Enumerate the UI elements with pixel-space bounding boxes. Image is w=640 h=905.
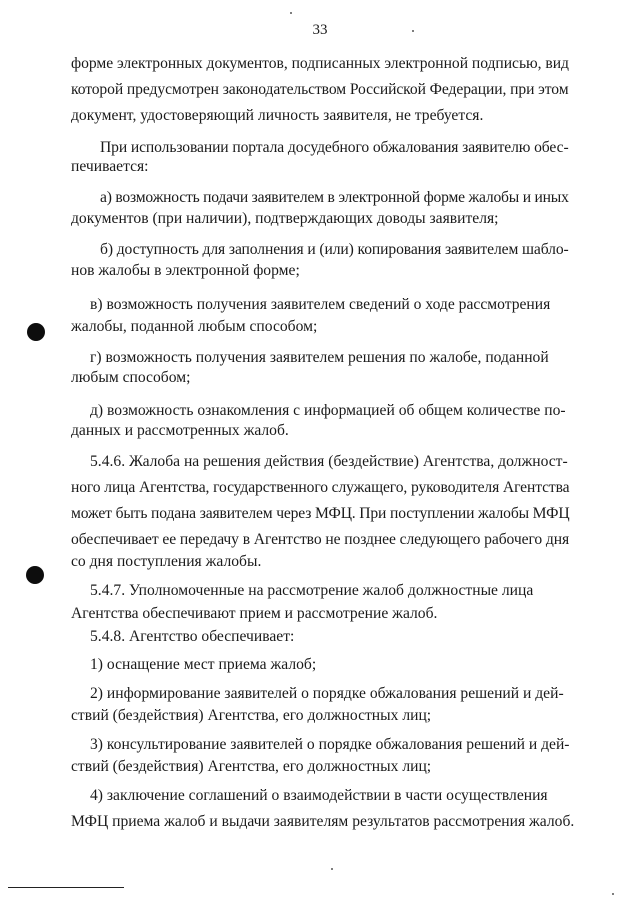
text-line: 5.4.7. Уполномоченные на рассмотрение жалоб должностные лица xyxy=(90,582,534,599)
text-line: МФЦ приема жалоб и выдачи заявителям результатов рассмотрения жалоб. xyxy=(71,813,575,830)
text-line: документ, удостоверяющий личность заявителя, не требуется. xyxy=(71,107,484,124)
text-line: может быть подана заявителем через МФЦ. При поступлении жалобы МФЦ xyxy=(71,505,570,522)
text-line: 1) оснащение мест приема жалоб; xyxy=(90,656,317,673)
scan-speck xyxy=(612,893,614,895)
text-line: 2) информирование заявителей о порядке обжалования решений и дей- xyxy=(90,685,564,702)
text-line: а) возможность подачи заявителем в электронной форме жалобы и иных xyxy=(100,189,569,206)
footnote-rule xyxy=(8,887,124,888)
scan-speck xyxy=(331,868,333,870)
text-line: форме электронных документов, подписанных электронной подписью, вид xyxy=(71,55,569,72)
text-line: в) возможность получения заявителем сведений о ходе рассмотрения xyxy=(90,296,551,313)
text-line: д) возможность ознакомления с информацией об общем количестве по- xyxy=(90,402,566,419)
page-number: 33 xyxy=(312,22,328,38)
text-line: ствий (бездействия) Агентства, его должностных лиц; xyxy=(71,707,432,724)
text-line: Агентства обеспечивают прием и рассмотрение жалоб. xyxy=(71,605,438,622)
text-line: которой предусмотрен законодательством Российской Федерации, при этом xyxy=(71,81,569,98)
text-line: обеспечивает ее передачу в Агентство не позднее следующего рабочего дня xyxy=(71,531,570,548)
scan-speck xyxy=(290,12,292,14)
text-line: ствий (бездействия) Агентства, его должностных лиц; xyxy=(71,758,432,775)
text-line: нов жалобы в электронной форме; xyxy=(71,262,300,279)
text-line: 4) заключение соглашений о взаимодействии в части осуществления xyxy=(90,787,548,804)
text-line: любым способом; xyxy=(71,369,191,386)
scan-speck xyxy=(412,30,414,32)
text-line: г) возможность получения заявителем решения по жалобе, поданной xyxy=(90,349,549,366)
text-line: документов (при наличии), подтверждающих доводы заявителя; xyxy=(71,210,499,227)
text-line: данных и рассмотренных жалоб. xyxy=(71,422,289,439)
text-line: жалобы, поданной любым способом; xyxy=(71,318,318,335)
text-line: При использовании портала досудебного обжалования заявителю обес- xyxy=(100,139,569,156)
text-line: ного лица Агентства, государственного служащего, руководителя Агентства xyxy=(71,479,570,496)
text-line: б) доступность для заполнения и (или) копирования заявителем шабло- xyxy=(100,241,569,258)
text-line: печивается: xyxy=(71,158,149,175)
punch-hole-mark xyxy=(27,323,45,341)
text-line: со дня поступления жалобы. xyxy=(71,553,262,570)
punch-hole-mark xyxy=(26,566,44,584)
text-line: 5.4.6. Жалоба на решения действия (бездействие) Агентства, должност- xyxy=(90,453,568,470)
text-line: 3) консультирование заявителей о порядке обжалования решений и дей- xyxy=(90,736,570,753)
text-line: 5.4.8. Агентство обеспечивает: xyxy=(90,628,295,645)
